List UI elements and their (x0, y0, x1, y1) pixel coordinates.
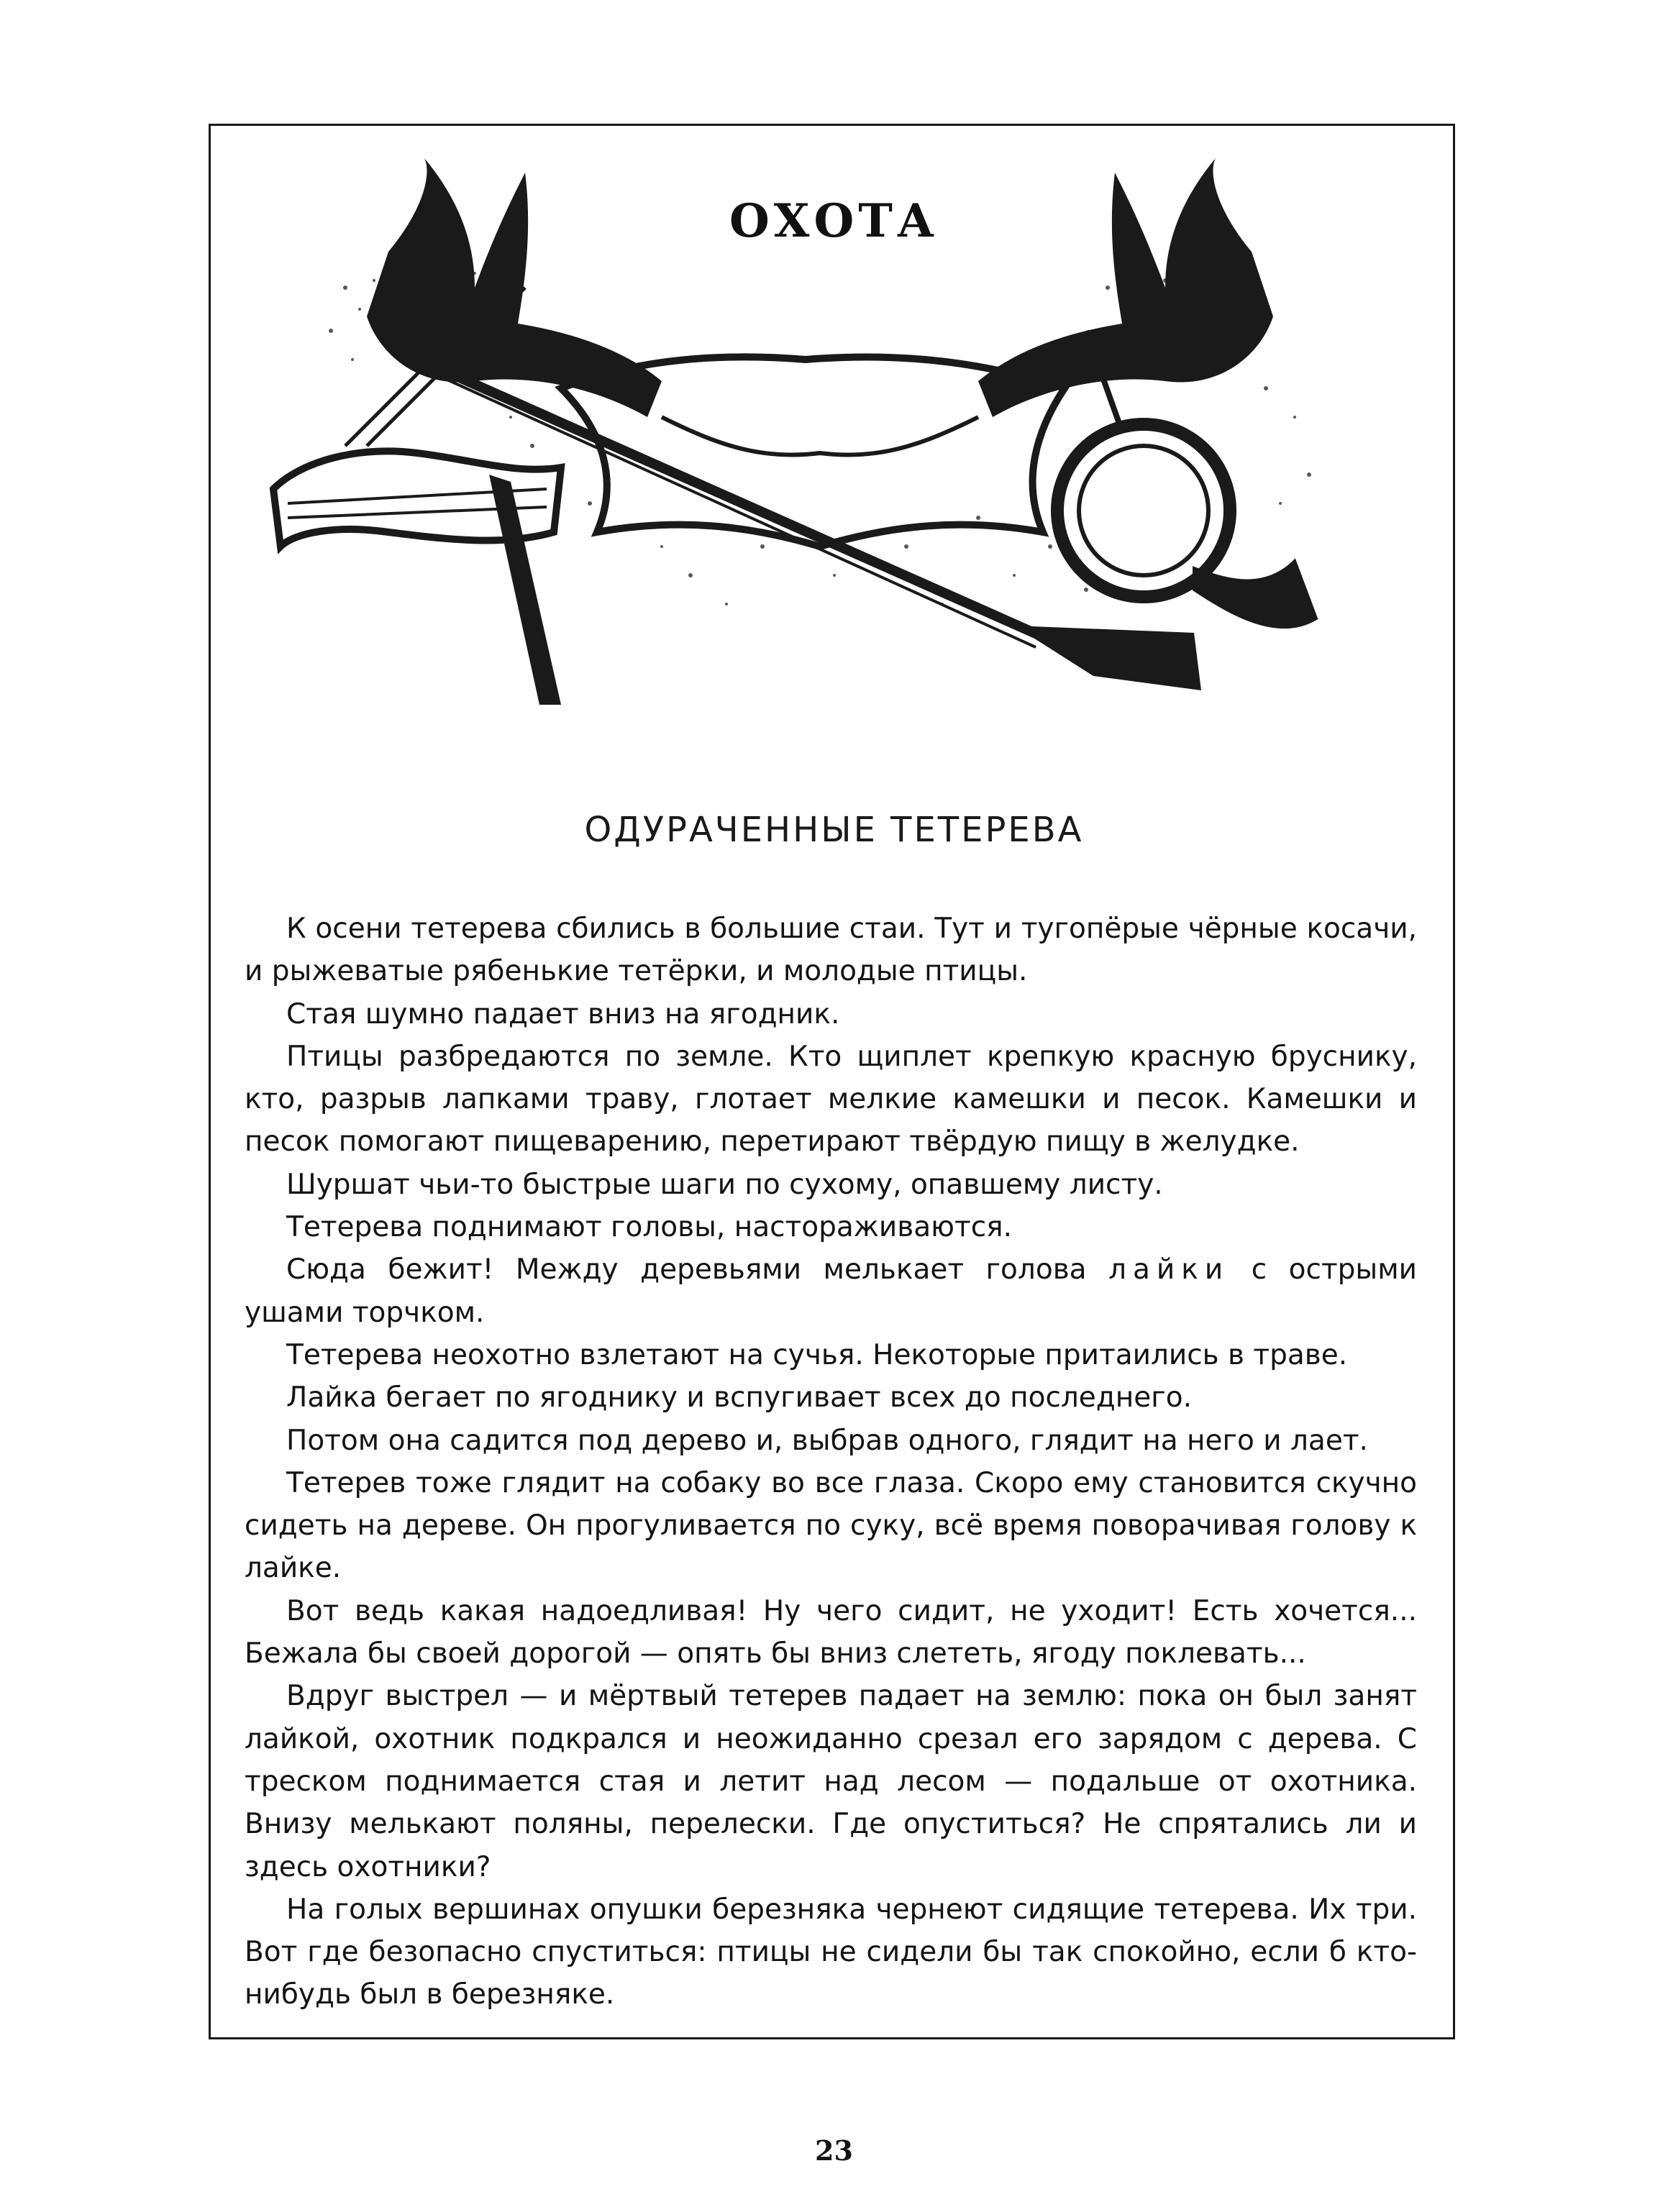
story-heading: ОДУРАЧЕННЫЕ ТЕТЕРЕВА (584, 810, 1084, 850)
paragraph: К осени тетерева сбились в большие стаи. Тут и тугопёрые чёрные косачи, и рыжеватые рябенькие тетёрки, и молодые птицы. (245, 913, 1417, 988)
paragraph: Стая шумно падает вниз на ягодник. (286, 997, 840, 1030)
paragraph: Тетерев тоже глядит на собаку во все глаза. Скоро ему становится скучно сидеть на дереве. Он прогуливается по суку, всё время поворачивая голову к лайке. (245, 1466, 1417, 1585)
paragraph-part: с острыми ушами торчком. (245, 1253, 1417, 1329)
spaced-word: лайки (1108, 1253, 1230, 1286)
paragraph: Шуршат чьи-то быстрые шаги по сухому, опавшему листу. (286, 1168, 1163, 1201)
paragraph: Тетерева поднимают головы, настораживаются. (286, 1211, 1012, 1244)
section-title: ОХОТА (729, 194, 939, 248)
page-number: 23 (815, 2134, 853, 2167)
paragraph: Вдруг выстрел — и мёртвый тетерев падает на землю: пока он был занят лайкой, охотник подкрался и неожиданно срезал его зарядом с дерева. С треском поднимается стая и летит над лесом — подальше от охотника. Внизу мелькают поляны, перелески. Где опуститься? Не спрятались ли и здесь охотники? (245, 1680, 1417, 1883)
paragraph: На голых вершинах опушки березняка чернеют сидящие тетерева. Их три. Вот где безопасно спуститься: птицы не сидели бы так спокойно, если б кто-нибудь был в березняке. (245, 1893, 1417, 2011)
story-text (245, 908, 1417, 2016)
paragraph: Потом она садится под дерево и, выбрав одного, глядит на него и лает. (286, 1424, 1368, 1457)
paragraph: Птицы разбредаются по земле. Кто щиплет крепкую красную бруснику, кто, разрыв лапками траву, глотает мелкие камешки и песок. Камешки и песок помогают пищеварению, перетирают твёрдую пищу в желудке. (245, 1040, 1417, 1158)
paragraph-part: Сюда бежит! Между деревьями мелькает голова (286, 1253, 1087, 1286)
paragraph (245, 1248, 1417, 1334)
paragraph: Вот ведь какая надоедливая! Ну чего сидит, не уходит! Есть хочется... Бежала бы своей дорогой — опять бы вниз слететь, ягоду поклевать... (245, 1594, 1417, 1671)
paragraph: Тетерева неохотно взлетают на сучья. Некоторые притаились в траве. (286, 1338, 1348, 1371)
paragraph: Лайка бегает по ягоднику и вспугивает всех до последнего. (286, 1381, 1193, 1415)
